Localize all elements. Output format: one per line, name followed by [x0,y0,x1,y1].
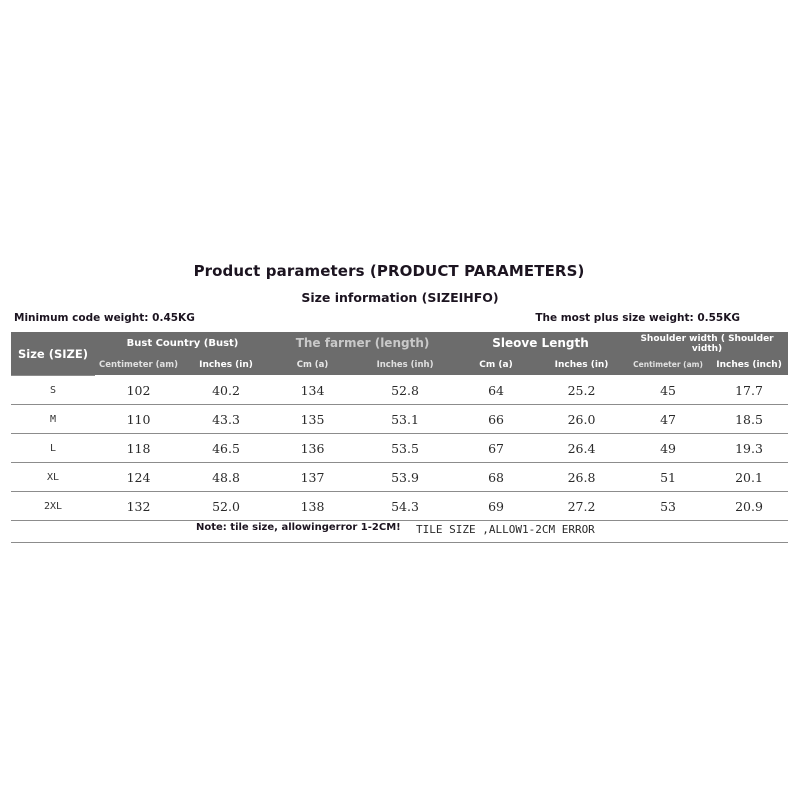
size-cell: XL [11,463,95,492]
size-table [11,332,788,521]
length-in-cell: 52.8 [355,376,455,405]
note-row [11,516,788,543]
length-in-cell: 53.9 [355,463,455,492]
shoulder-cm-cell: 53 [626,492,710,521]
sleeve-cm-cell: 68 [455,463,537,492]
length-in-cell: 54.3 [355,492,455,521]
bust-in-cell: 48.8 [182,463,270,492]
maximum-weight-label: The most plus size weight: 0.55KG [535,312,740,324]
subheader-shoulder-in: Inches (inch) [710,354,788,376]
sleeve-in-cell: 27.2 [537,492,626,521]
size-cell: L [11,434,95,463]
sleeve-in-cell: 26.8 [537,463,626,492]
shoulder-group-header: Shoulder width ( Shoulder vidth) [626,332,788,354]
minimum-weight-label: Minimum code weight: 0.45KG [14,312,195,324]
note-text: Note: tile size, allowingerror 1-2CM! [196,522,401,533]
shoulder-in-cell: 20.9 [710,492,788,521]
size-cell: M [11,405,95,434]
table-row [11,434,788,463]
size-cell: 2XL [11,492,95,521]
length-in-cell: 53.5 [355,434,455,463]
table-subheader-row [11,354,788,376]
shoulder-cm-cell: 49 [626,434,710,463]
bust-cm-cell: 118 [95,434,182,463]
subheader-bust-in: Inches (in) [182,354,270,376]
sleeve-cm-cell: 67 [455,434,537,463]
shoulder-in-cell: 19.3 [710,434,788,463]
length-cm-cell: 138 [270,492,355,521]
note-text-alt: TILE SIZE ,ALLOW1-2CM ERROR [416,523,595,536]
bust-cm-cell: 132 [95,492,182,521]
sleeve-cm-cell: 69 [455,492,537,521]
bust-cm-cell: 124 [95,463,182,492]
table-group-header-row [11,332,788,354]
subheader-sleeve-cm: Cm (a) [455,354,537,376]
subheader-length-in: Inches (inh) [355,354,455,376]
shoulder-in-cell: 20.1 [710,463,788,492]
length-cm-cell: 134 [270,376,355,405]
bust-in-cell: 40.2 [182,376,270,405]
sleeve-in-cell: 26.0 [537,405,626,434]
subheader-bust-cm: Centimeter (am) [95,354,182,376]
bust-group-header: Bust Country (Bust) [95,332,270,354]
shoulder-cm-cell: 45 [626,376,710,405]
sleeve-cm-cell: 64 [455,376,537,405]
size-cell: S [11,376,95,405]
shoulder-cm-cell: 51 [626,463,710,492]
shoulder-in-cell: 18.5 [710,405,788,434]
subheader-length-cm: Cm (a) [270,354,355,376]
bust-in-cell: 43.3 [182,405,270,434]
bust-cm-cell: 110 [95,405,182,434]
size-column-header: Size (SIZE) [11,332,95,376]
length-cm-cell: 137 [270,463,355,492]
sleeve-cm-cell: 66 [455,405,537,434]
sleeve-in-cell: 26.4 [537,434,626,463]
table-row [11,405,788,434]
table-row [11,463,788,492]
length-group-header: The farmer (length) [270,332,455,354]
sleeve-in-cell: 25.2 [537,376,626,405]
length-cm-cell: 135 [270,405,355,434]
bust-in-cell: 52.0 [182,492,270,521]
length-in-cell: 53.1 [355,405,455,434]
page-subtitle: Size information (SIZEIHFO) [301,290,499,305]
bust-in-cell: 46.5 [182,434,270,463]
shoulder-in-cell: 17.7 [710,376,788,405]
length-cm-cell: 136 [270,434,355,463]
page-title: Product parameters (PRODUCT PARAMETERS) [193,262,585,280]
subheader-sleeve-in: Inches (in) [537,354,626,376]
sleeve-group-header: Sleove Length [455,332,626,354]
shoulder-cm-cell: 47 [626,405,710,434]
bust-cm-cell: 102 [95,376,182,405]
subheader-shoulder-cm: Centimeter (am) [626,354,710,376]
table-row [11,376,788,405]
